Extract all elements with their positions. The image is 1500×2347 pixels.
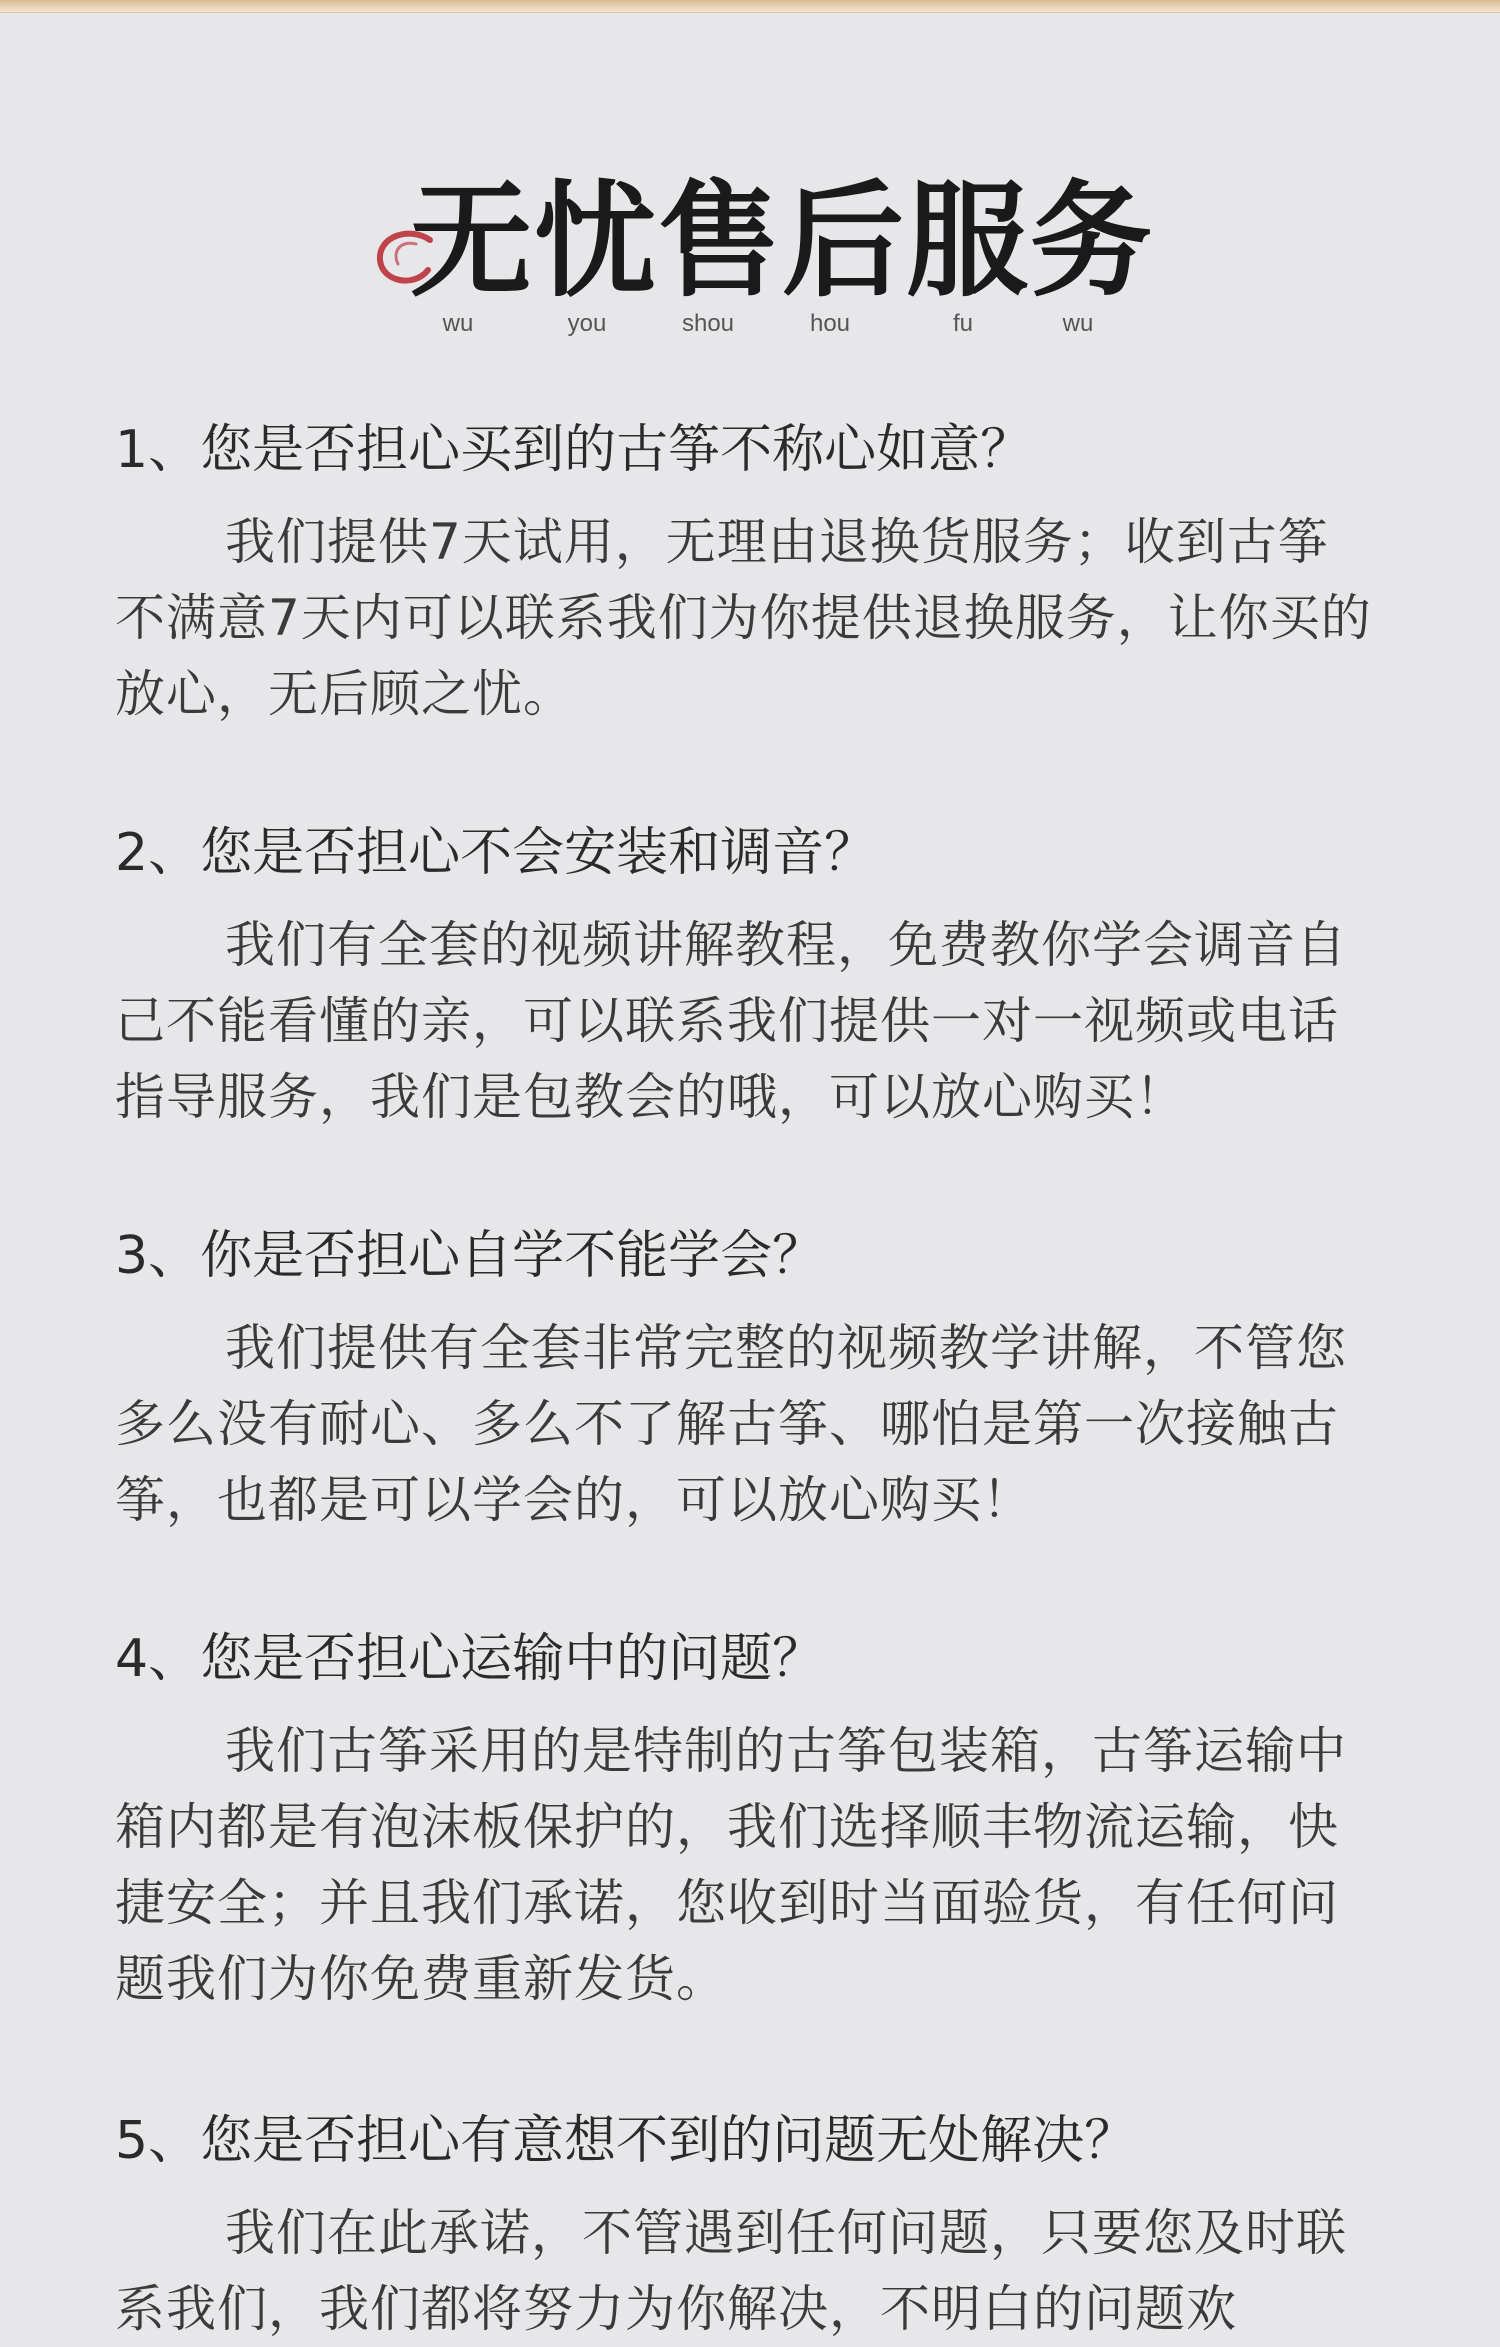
pinyin-label: hou (809, 310, 851, 337)
faq-question: 3、你是否担心自学不能学会？ (115, 1226, 825, 1286)
pinyin-label: shou (681, 310, 735, 337)
pinyin-row (0, 310, 1500, 340)
faq-answer: 我们有全套的视频讲解教程，免费教你学会调音自己不能看懂的亲，可以联系我们提供一对一视频或电话指导服务，我们是包教会的哦，可以放心购买！ (115, 916, 1347, 1126)
faq-item (115, 412, 1385, 732)
page-header (0, 150, 1500, 360)
faq-item (115, 2103, 1385, 2347)
faq-item (115, 1218, 1385, 1538)
faq-item (115, 1621, 1385, 2017)
faq-question: 1、您是否担心买到的古筝不称心如意？ (115, 420, 1033, 480)
faq-answer: 我们在此承诺，不管遇到任何问题，只要您及时联系我们，我们都将努力为你解决，不明白的问题欢 (115, 2204, 1347, 2338)
faq-answer: 我们古筝采用的是特制的古筝包装箱，古筝运输中箱内都是有泡沫板保护的，我们选择顺丰物流运输，快捷安全；并且我们承诺，您收到时当面验货，有任何问题我们为你免费重新发货。 (115, 1722, 1347, 2008)
faq-item (115, 815, 1385, 1135)
page-title: 无忧售后服务 (410, 166, 1154, 314)
top-decorative-bar (0, 0, 1500, 13)
faq-question: 2、您是否担心不会安装和调音？ (115, 823, 877, 883)
title-block (370, 166, 1154, 314)
pinyin-label: you (567, 310, 607, 337)
faq-answer: 我们提供7天试用，无理由退换货服务；收到古筝不满意7天内可以联系我们为你提供退换服务，让你买的放心，无后顾之忧。 (115, 513, 1372, 723)
faq-question: 4、您是否担心运输中的问题？ (115, 1629, 825, 1689)
faq-answer: 我们提供有全套非常完整的视频教学讲解，不管您多么没有耐心、多么不了解古筝、哪怕是第一次接触古筝，也都是可以学会的，可以放心购买！ (115, 1319, 1347, 1529)
pinyin-label: wu (442, 310, 474, 337)
faq-question: 5、您是否担心有意想不到的问题无处解决？ (115, 2111, 1137, 2171)
pinyin-label: wu (1062, 310, 1094, 337)
pinyin-label: fu (952, 310, 974, 337)
